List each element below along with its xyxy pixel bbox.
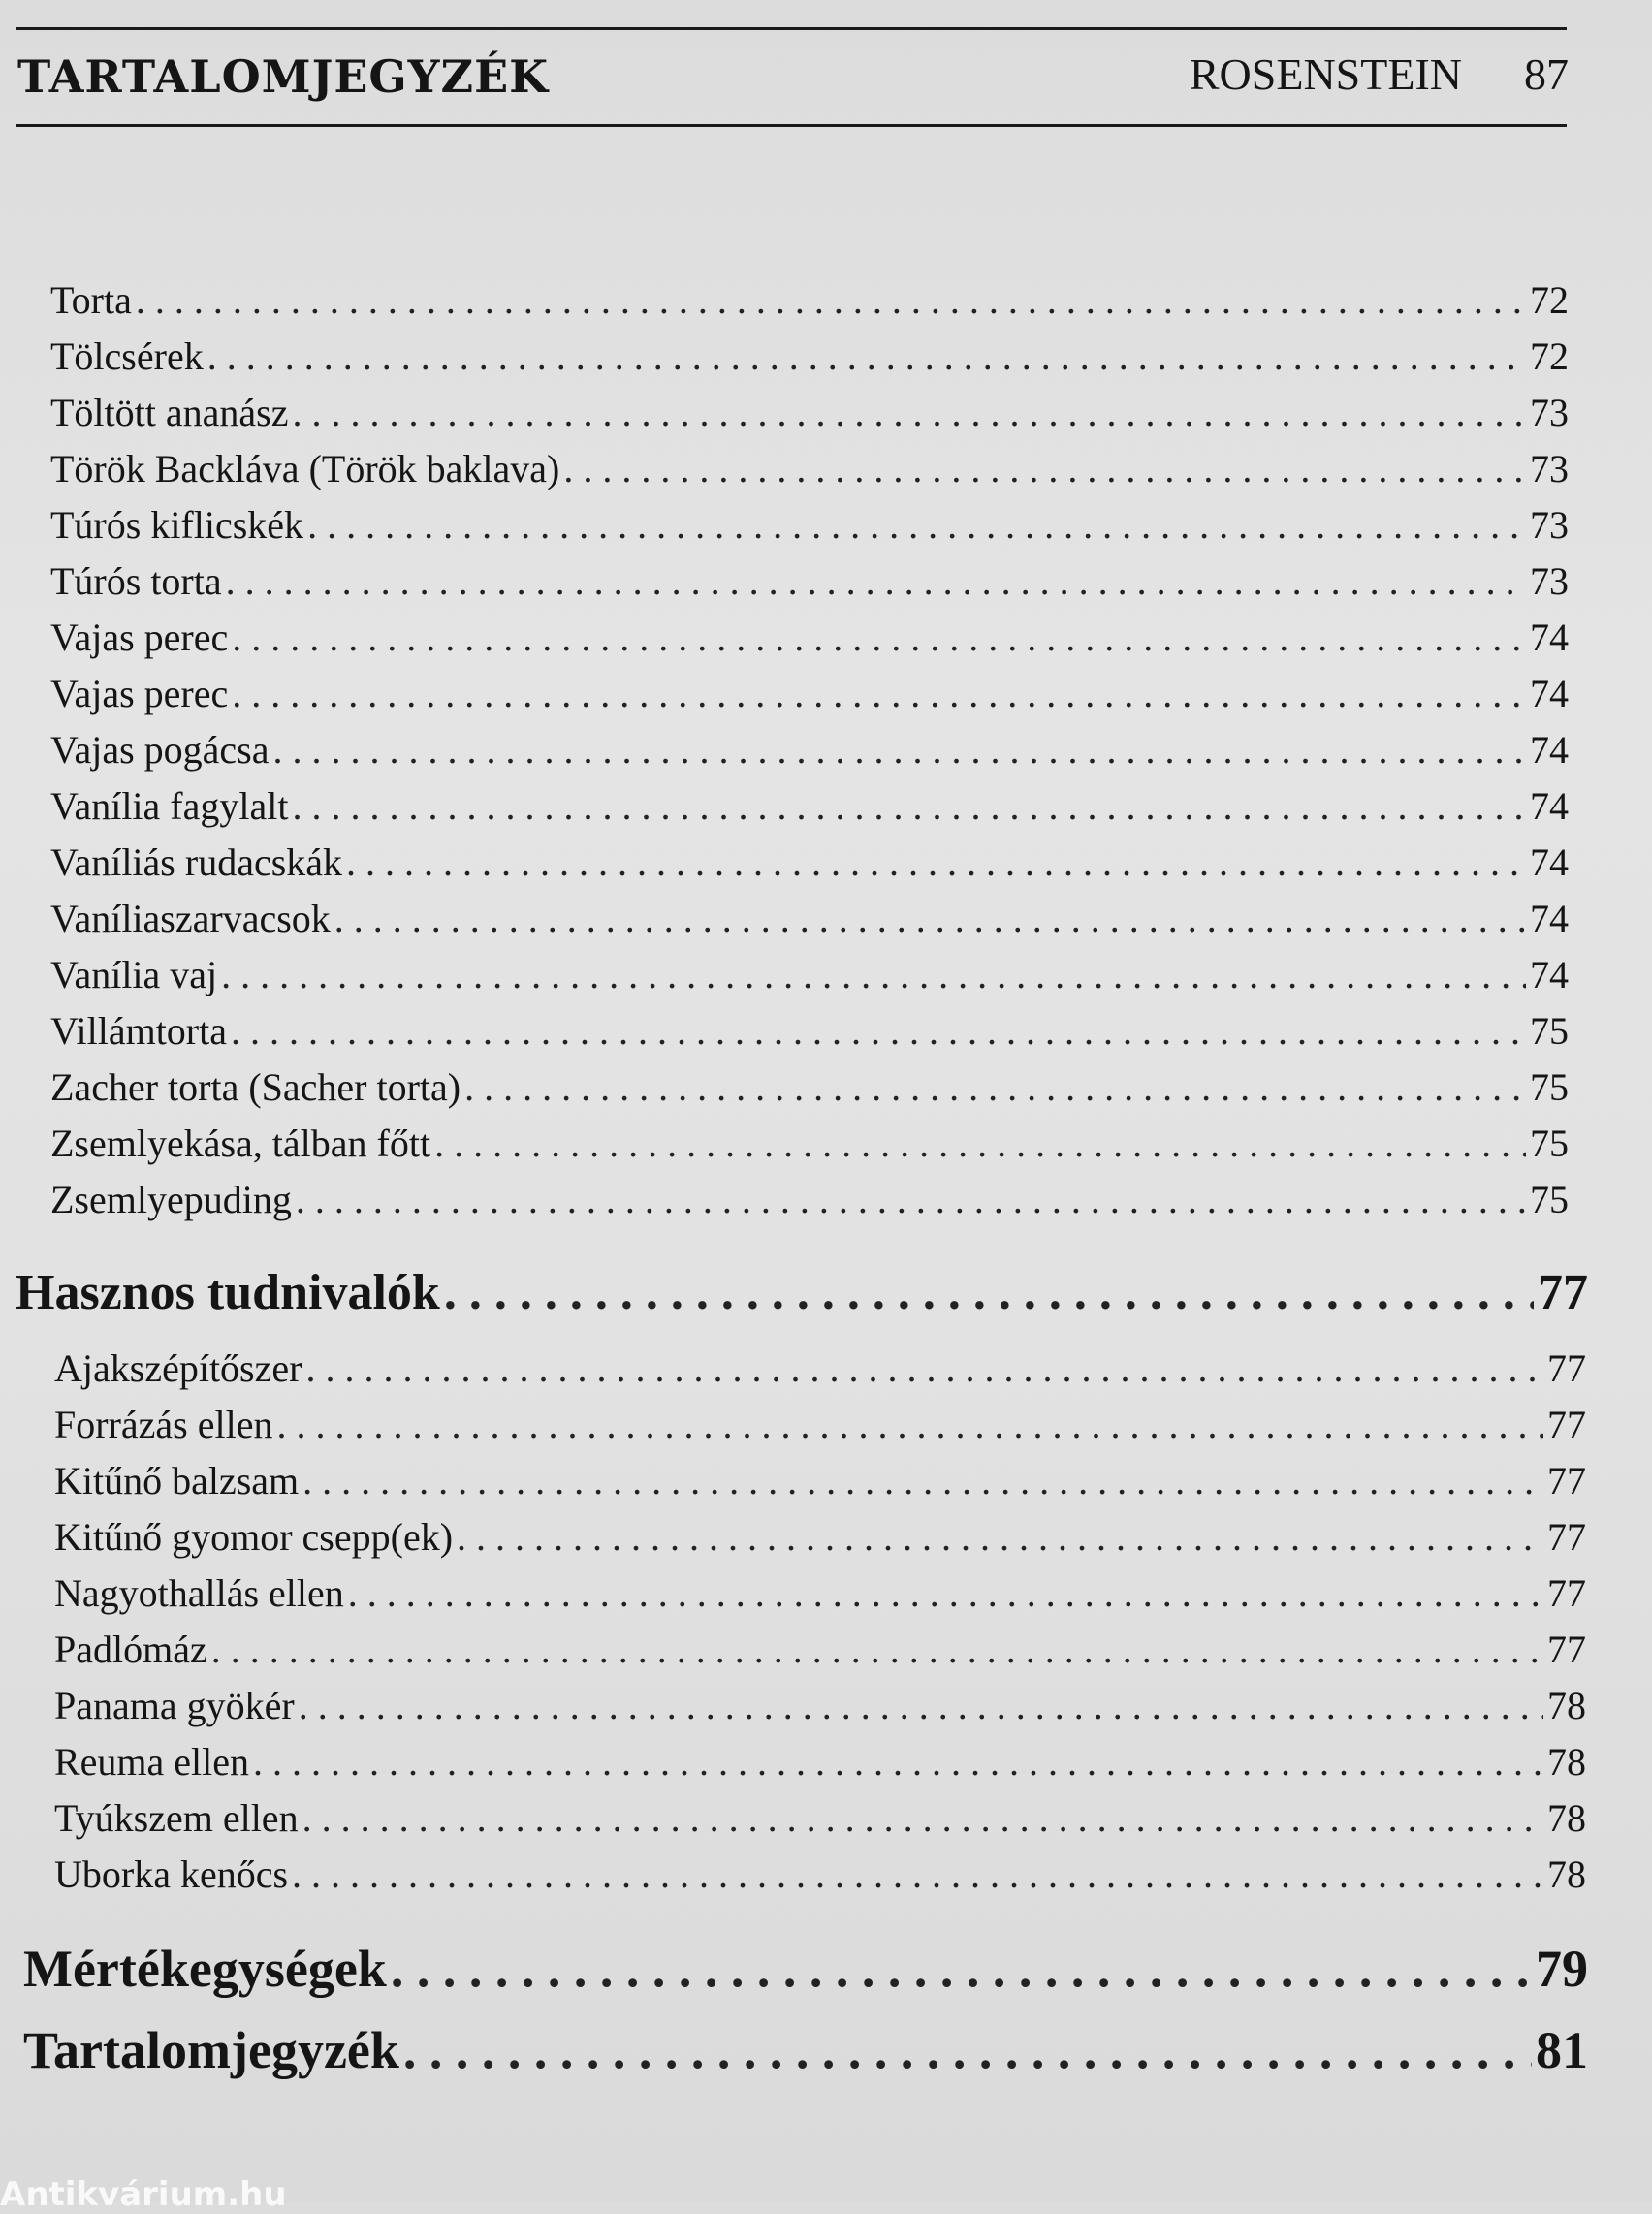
toc-entry: Vajas pogácsa . . . 74 — [50, 727, 1569, 773]
toc-section-heading: Hasznos tudnivalók . . . 77 — [16, 1264, 1588, 1321]
toc-entry: Villámtorta . . . 75 — [50, 1008, 1569, 1054]
watermark-text: Antikvárium.hu — [0, 2175, 287, 2214]
toc-entry: Panama gyökér . . . 78 — [54, 1683, 1586, 1728]
toc-entry: Vaníliás rudacskák . . . 74 — [50, 839, 1569, 885]
toc-entry: Zsemlyepuding . . . 75 — [50, 1177, 1569, 1222]
toc-entry: Vajas perec . . . 74 — [50, 615, 1569, 660]
toc-entry: Nagyothallás ellen . . . 77 — [54, 1570, 1586, 1616]
toc-entry: Ajakszépítőszer . . . 77 — [54, 1345, 1586, 1391]
toc-entry: Vaníliaszarvacsok . . . 74 — [50, 896, 1569, 941]
toc-entry: Török Backláva (Török baklava) . . . 73 — [50, 446, 1569, 491]
toc-entry: Tölcsérek . . . 72 — [50, 333, 1569, 379]
toc-entry: Padlómáz . . . 77 — [54, 1627, 1586, 1672]
page-number: 87 — [1524, 49, 1569, 99]
toc-entry: Túrós torta . . . 73 — [50, 558, 1569, 604]
header-bottom-rule — [16, 124, 1567, 127]
toc-entry: Uborka kenőcs . . . 78 — [54, 1851, 1586, 1897]
toc-entry: Vanília fagylalt . . . 74 — [50, 783, 1569, 829]
toc-entry: Tyúkszem ellen . . . 78 — [54, 1795, 1586, 1841]
toc-entry: Túrós kiflicskék . . . 73 — [50, 502, 1569, 548]
running-head-right — [1190, 48, 1569, 100]
toc-entry: Töltött ananász . . . 73 — [50, 390, 1569, 435]
header-top-rule — [16, 27, 1567, 30]
toc-section-heading: Mértékegységek . . . 79 — [23, 1939, 1588, 1999]
toc-entry: Forrázás ellen . . . 77 — [54, 1402, 1586, 1447]
toc-entry: Zacher torta (Sacher torta) . . . 75 — [50, 1064, 1569, 1110]
running-head-title: TARTALOMJEGYZÉK — [17, 50, 550, 103]
toc-entry: Kitűnő balzsam . . . 77 — [54, 1458, 1586, 1503]
toc-entry: Vanília vaj . . . 74 — [50, 952, 1569, 997]
toc-entry: Torta . . . 72 — [50, 277, 1569, 323]
toc-entry: Reuma ellen . . . 78 — [54, 1739, 1586, 1785]
running-head-author: ROSENSTEIN — [1189, 49, 1462, 99]
toc-entry: Vajas perec . . . 74 — [50, 671, 1569, 716]
toc-entry: Kitűnő gyomor csepp(ek) . . . 77 — [54, 1514, 1586, 1560]
toc-entry: Zsemlyekása, tálban főtt . . . 75 — [50, 1121, 1569, 1166]
toc-section-heading: Tartalomjegyzék . . . 81 — [23, 2020, 1588, 2080]
